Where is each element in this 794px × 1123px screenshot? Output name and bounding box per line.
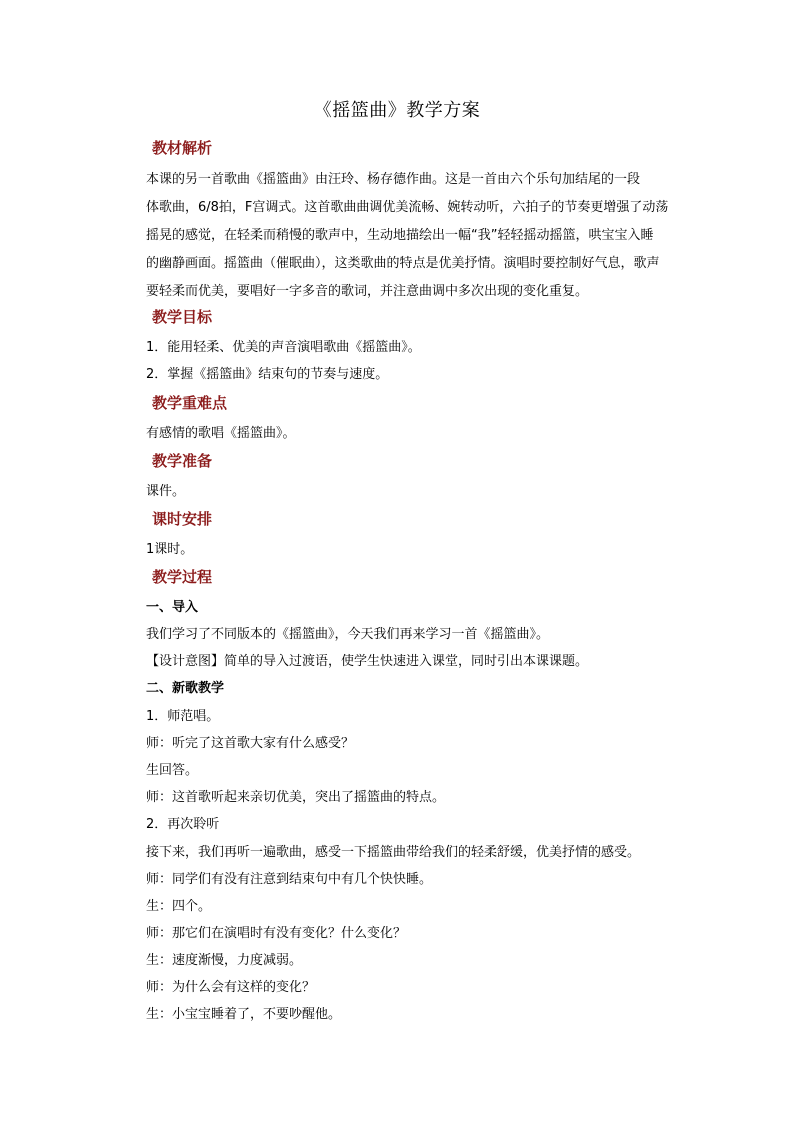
analysis-line: 的幽静画面。摇篮曲（催眠曲），这类歌曲的特点是优美抒情。演唱时要控制好气息，歌声	[146, 256, 660, 271]
process-line: 【设计意图】简单的导入过渡语，使学生快速进入课堂，同时引出本课课题。	[146, 654, 589, 669]
process-line: 师：这首歌听起来亲切优美，突出了摇篮曲的特点。	[146, 790, 446, 805]
process-line: 生回答。	[146, 763, 199, 778]
process-line: 生：小宝宝睡着了，不要吵醒他。	[146, 1007, 342, 1022]
goal-item: 2．掌握《摇篮曲》结束句的节奏与速度。	[146, 367, 389, 382]
key-point-text: 有感情的歌唱《摇篮曲》。	[146, 426, 296, 441]
process-line: 2．再次聆听	[146, 817, 220, 832]
process-line: 师：听完了这首歌大家有什么感受？	[146, 736, 355, 751]
goal-item: 1．能用轻柔、优美的声音演唱歌曲《摇篮曲》。	[146, 340, 421, 355]
process-subheading: 一、导入	[146, 600, 199, 615]
process-subheading: 二、新歌教学	[146, 681, 225, 696]
heading-goals: 教学目标	[152, 308, 213, 326]
analysis-line: 本课的另一首歌曲《摇篮曲》由汪玲、杨存德作曲。这是一首由六个乐句加结尾的一段	[146, 172, 641, 187]
process-line: 师：为什么会有这样的变化？	[146, 980, 316, 995]
schedule-text: 1课时。	[146, 542, 194, 557]
process-line: 师：那它们在演唱时有没有变化？什么变化？	[146, 926, 407, 941]
analysis-line: 体歌曲，6/8拍，F宫调式。这首歌曲曲调优美流畅、婉转动听，六拍子的节奏更增强了动荡	[146, 200, 669, 215]
preparation-text: 课件。	[146, 484, 186, 499]
process-line: 师：同学们有没有注意到结束句中有几个快快睡。	[146, 872, 433, 887]
heading-textbook-analysis: 教材解析	[152, 139, 213, 157]
heading-preparation: 教学准备	[152, 452, 213, 470]
heading-schedule: 课时安排	[152, 510, 213, 528]
process-line: 我们学习了不同版本的《摇篮曲》，今天我们再来学习一首《摇篮曲》。	[146, 627, 550, 642]
heading-process: 教学过程	[152, 568, 213, 586]
process-line: 接下来，我们再听一遍歌曲，感受一下摇篮曲带给我们的轻柔舒缓，优美抒情的感受。	[146, 845, 641, 860]
heading-key-points: 教学重难点	[152, 394, 228, 412]
analysis-line: 要轻柔而优美，要唱好一字多音的歌词，并注意曲调中多次出现的变化重复。	[146, 284, 589, 299]
process-line: 生：速度渐慢，力度减弱。	[146, 953, 303, 968]
process-line: 1．师范唱。	[146, 709, 220, 724]
document-title: 《摇篮曲》教学方案	[313, 100, 481, 121]
process-line: 生：四个。	[146, 899, 212, 914]
analysis-line: 摇晃的感觉，在轻柔而稍慢的歌声中，生动地描绘出一幅“我”轻轻摇动摇篮，哄宝宝入睡	[146, 228, 654, 243]
